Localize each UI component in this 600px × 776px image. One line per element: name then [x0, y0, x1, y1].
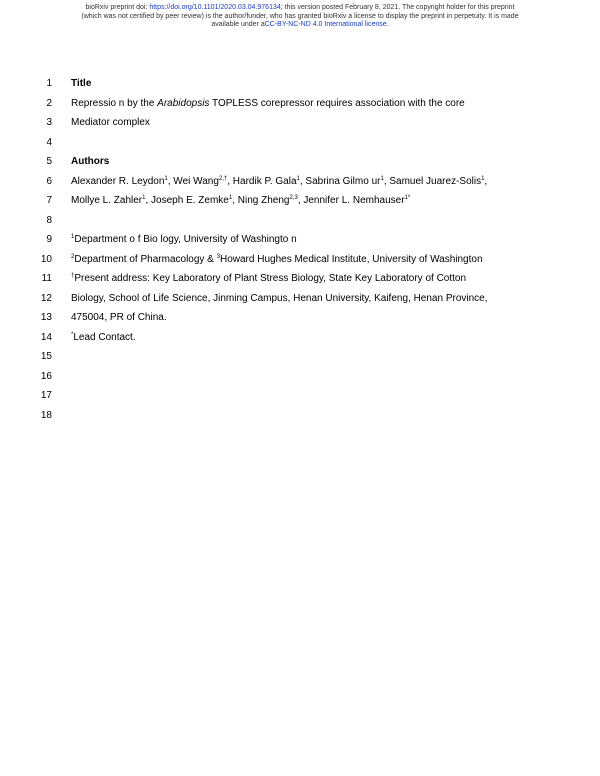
author-affil-sup: 2,† — [218, 175, 228, 182]
affil-text: Department o f Bio logy, University of Washingto n — [74, 234, 297, 245]
author-name: , Ning Zheng — [232, 195, 290, 206]
author-name: , Joseph E. Zemke — [145, 195, 229, 206]
line-number: 4 — [46, 136, 52, 148]
present-address — [71, 269, 466, 289]
line-number: 9 — [46, 234, 52, 245]
affil-sup: 3 — [216, 253, 220, 260]
line-number: 3 — [46, 117, 52, 128]
author-name: , Hardik P. Gala — [227, 175, 297, 187]
author-name: Mollye L. Zahler — [71, 195, 143, 206]
affil-text: Howard Hughes Medical Institute, University of Washington — [219, 253, 483, 265]
manuscript-body — [0, 74, 600, 425]
author-affil-sup: 1 — [296, 175, 300, 182]
author-name: , Samuel Juarez-Solis — [383, 175, 482, 187]
present-address-end: 475004, PR of China. — [71, 312, 167, 323]
author-affil-sup: 2,3 — [289, 195, 298, 201]
affil-text: Department of Pharmacology & — [74, 253, 217, 265]
line-6 — [0, 172, 600, 192]
paper-title — [71, 94, 465, 114]
line-16 — [0, 367, 600, 387]
line-number: 1 — [46, 78, 52, 89]
line-number: 5 — [46, 156, 52, 167]
affil-sup: 1 — [71, 234, 75, 240]
author-affil-sup: 1* — [404, 195, 411, 201]
line-number: 2 — [46, 97, 52, 109]
header-line-3 — [0, 21, 600, 30]
license-suffix: . — [386, 21, 389, 28]
line-17 — [0, 386, 600, 406]
affil-sup: 2 — [71, 253, 75, 260]
line-number: 16 — [40, 370, 52, 382]
author-name: , Jennifer L. Nemhauser — [297, 195, 405, 206]
line-number: 10 — [40, 253, 52, 265]
author-affil-sup: 1 — [481, 175, 485, 182]
line-4 — [0, 133, 600, 153]
line-number: 13 — [40, 312, 52, 323]
line-number: 7 — [46, 195, 52, 206]
author-affil-sup: 1 — [380, 175, 384, 182]
affil-sup: † — [71, 273, 75, 279]
title-heading: Title — [71, 78, 92, 89]
affil-text: Lead Contact. — [73, 331, 136, 343]
line-1 — [0, 74, 600, 94]
author-affil-sup: 1 — [142, 195, 146, 201]
affil-text: Present address: Key Laboratory of Plant Stress Biology, State Key Laboratory of Cotton — [74, 273, 467, 284]
lead-contact — [71, 328, 136, 348]
author-name: Alexander R. Leydon — [71, 175, 165, 187]
line-number: 6 — [46, 175, 52, 187]
line-12 — [0, 289, 600, 309]
line-13 — [0, 308, 600, 328]
author-separator: , — [484, 175, 488, 187]
header-line-2: (which was not certified by peer review) is the author/funder, who has granted bioRxiv a license to display the preprint in perpetuity. It is made — [81, 12, 519, 20]
line-7 — [0, 191, 600, 211]
header-line-1 — [0, 4, 600, 13]
line-5 — [0, 152, 600, 172]
title-part-2: TOPLESS corepressor requires association with the core — [209, 97, 465, 109]
line-number: 18 — [40, 409, 52, 421]
line-8 — [0, 211, 600, 231]
line-number: 8 — [46, 214, 52, 226]
paper-title-cont: Mediator complex — [71, 117, 150, 128]
title-part-1: Repressio n by the — [71, 97, 158, 109]
preprint-header — [0, 4, 600, 30]
license-prefix: available under a — [211, 21, 265, 28]
doi-link[interactable]: https://doi.org/10.1101/2020.03.04.976134 — [149, 4, 281, 11]
author-list-2 — [71, 191, 410, 211]
author-name: , Sabrina Gilmo ur — [299, 175, 381, 187]
affiliation-2-3 — [71, 250, 483, 270]
author-list-1 — [71, 172, 487, 192]
line-14 — [0, 328, 600, 348]
author-name: , Wei Wang — [167, 175, 219, 187]
line-9 — [0, 230, 600, 250]
line-18 — [0, 406, 600, 426]
affiliation-1 — [71, 230, 297, 250]
affil-sup: * — [71, 331, 74, 338]
author-affil-sup: 1 — [228, 195, 233, 201]
line-3 — [0, 113, 600, 133]
line-number: 11 — [41, 273, 52, 284]
line-number: 12 — [40, 292, 52, 304]
authors-heading: Authors — [71, 156, 110, 167]
present-address-cont: Biology, School of Life Science, Jinming Campus, Henan University, Kaifeng, Henan Province, — [71, 292, 488, 304]
author-affil-sup: 1 — [164, 175, 168, 182]
license-link[interactable]: CC-BY-NC-ND 4.0 International license — [264, 21, 387, 28]
line-number: 14 — [40, 331, 52, 343]
header-prefix: bioRxiv preprint doi: — [85, 4, 150, 11]
title-italic-species: Arabidopsis — [157, 97, 210, 109]
line-2 — [0, 94, 600, 114]
line-10 — [0, 250, 600, 270]
header-suffix: ; this version posted February 8, 2021. The copyright holder for this preprint — [280, 4, 515, 11]
line-number: 17 — [40, 390, 52, 401]
line-number: 15 — [40, 351, 52, 362]
line-15 — [0, 347, 600, 367]
line-11 — [0, 269, 600, 289]
